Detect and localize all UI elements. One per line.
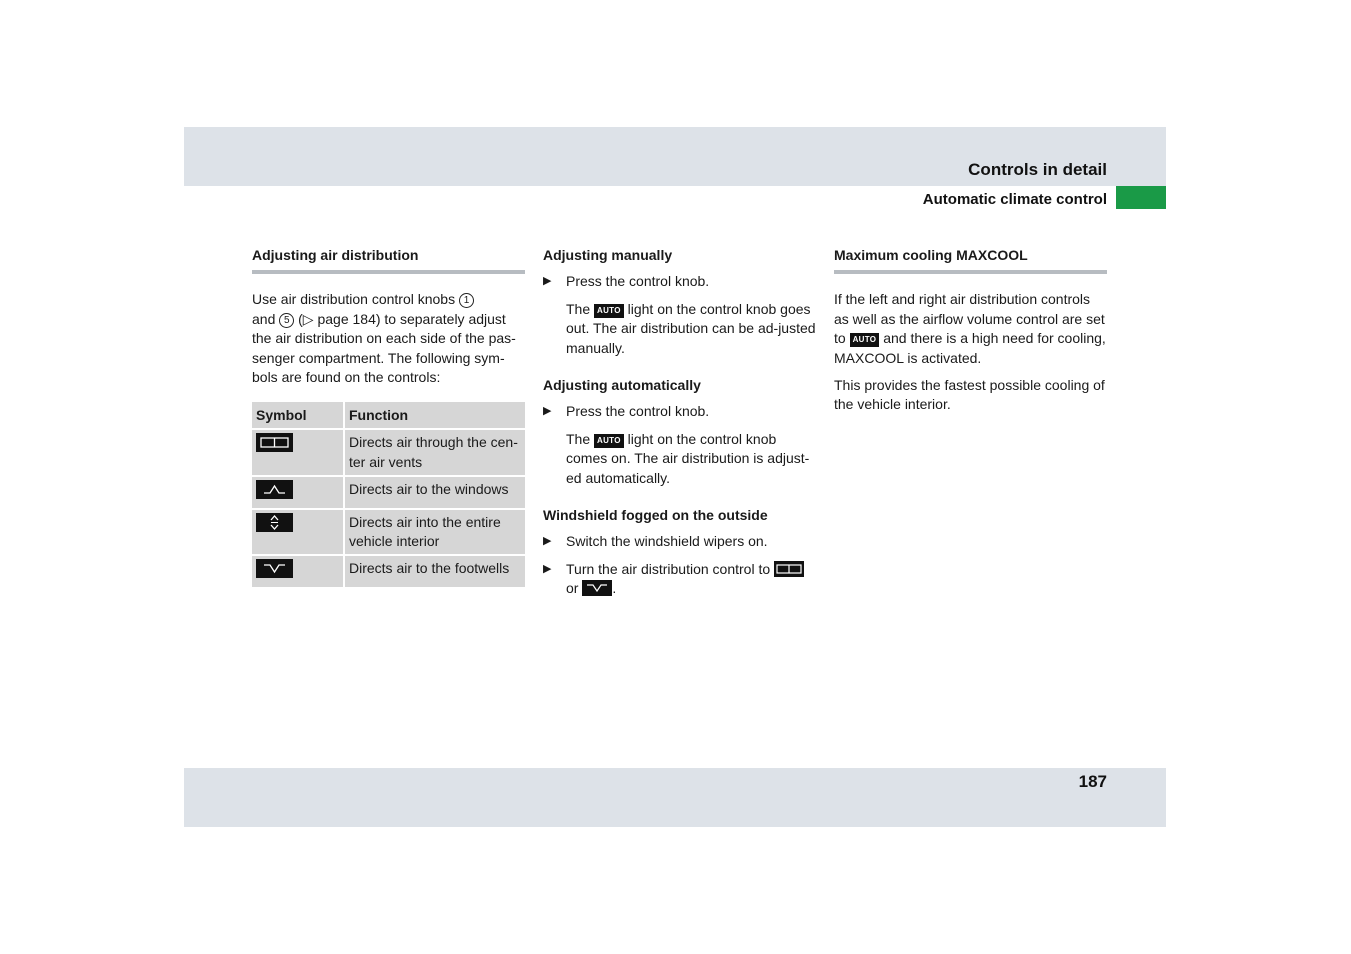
heading-adjusting-manually: Adjusting manually	[543, 247, 673, 263]
footwells-icon	[256, 559, 293, 578]
auto-light-icon: AUTO	[594, 304, 624, 318]
center-vents-icon	[256, 433, 293, 452]
table-row: Directs air to the windows	[252, 477, 525, 507]
intro-paragraph: Use air distribution control knobs 1 and 5 (▷ page 184) to separately adjust the air distribution on each side of the pas-senger compartment. The following sym-bols are found on the controls:	[252, 291, 516, 386]
heading-adjusting-automatically: Adjusting automatically	[543, 377, 701, 394]
bullet-arrow-icon: ▶	[543, 535, 552, 548]
heading-windshield-fogged: Windshield fogged on the outside	[543, 507, 768, 524]
bullet-arrow-icon: ▶	[543, 562, 552, 575]
heading-maximum-cooling: Maximum cooling MAXCOOL	[834, 246, 1107, 274]
heading-adjusting-air-distribution: Adjusting air distribution	[252, 246, 525, 274]
table-row: Directs air through the cen-ter air vents	[252, 430, 525, 475]
auto-note: The AUTO light on the control knob comes on. The air distribution is adjust-ed automatically.	[566, 430, 810, 486]
footwells-icon	[582, 580, 612, 596]
auto-light-icon: AUTO	[594, 434, 624, 448]
column-air-distribution	[252, 246, 525, 589]
table-header-symbol: Symbol	[252, 402, 345, 428]
maxcool-paragraph-2: This provides the fastest possible cooling of the vehicle interior.	[834, 377, 1105, 413]
page-number: 187	[1078, 772, 1107, 791]
list-item: ▶ Turn the air distribution control to or .	[543, 560, 819, 599]
knob-1-marker: 1	[459, 293, 474, 308]
table-row: Directs air to the footwells	[252, 556, 525, 586]
footer-band	[184, 768, 1166, 827]
symbols-table	[252, 400, 525, 588]
windows-icon	[256, 480, 293, 499]
section-marker-tab	[1116, 186, 1166, 209]
list-item: ▶ Press the control knob.	[543, 272, 819, 291]
table-row: Directs air into the entire vehicle interior	[252, 510, 525, 555]
auto-light-icon: AUTO	[850, 333, 880, 347]
list-item: ▶ Press the control knob.	[543, 402, 819, 421]
column-maxcool	[834, 246, 1107, 423]
manual-note: The AUTO light on the control knob goes out. The air distribution can be ad-justed manually.	[566, 300, 816, 356]
bullet-arrow-icon: ▶	[543, 405, 552, 418]
entire-interior-icon	[256, 513, 293, 532]
subsection-title: Automatic climate control	[922, 191, 1107, 208]
list-item: ▶ Switch the windshield wipers on.	[543, 532, 819, 551]
column-adjusting	[543, 246, 819, 607]
bullet-arrow-icon: ▶	[543, 275, 552, 288]
table-header-function: Function	[345, 402, 525, 428]
section-title: Controls in detail	[968, 160, 1107, 179]
center-vents-icon	[774, 561, 804, 577]
knob-5-marker: 5	[279, 313, 294, 328]
maxcool-paragraph-1: If the left and right air distribution controls as well as the airflow volume control are set to AUTO and there is a high need for cooling, MAXCOOL is activated.	[834, 291, 1106, 366]
